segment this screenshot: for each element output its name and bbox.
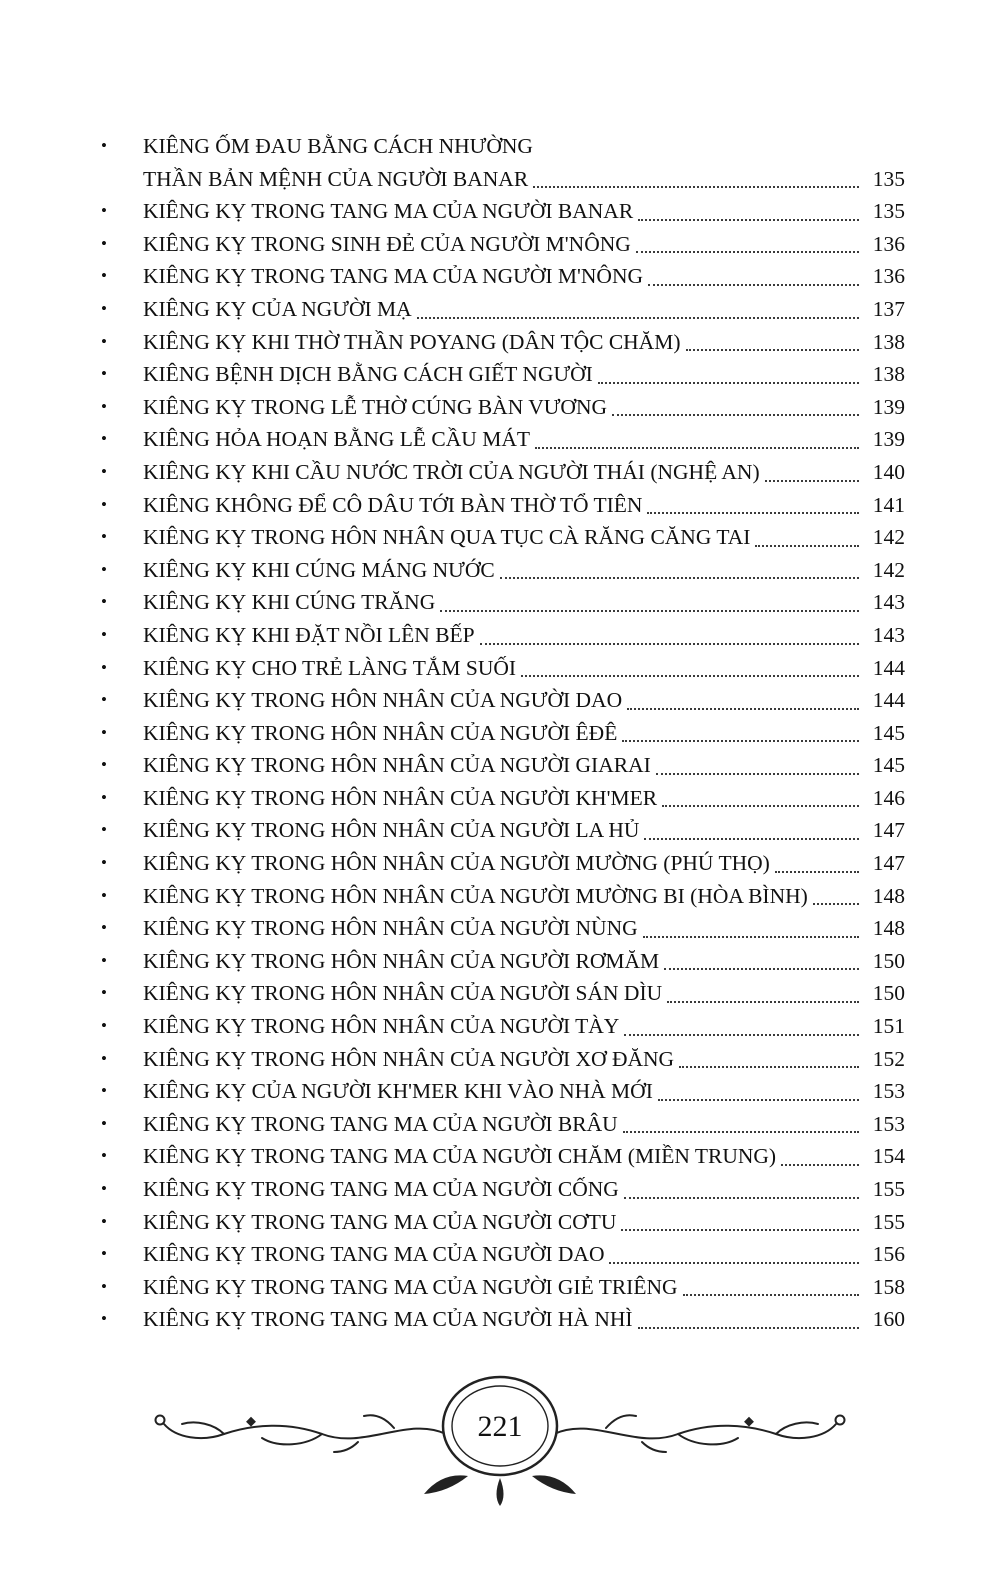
toc-entry-dotrow [143,1108,905,1141]
toc-entry-page: 147 [872,851,905,876]
dot-leader-icon [647,512,859,514]
dot-leader-icon [533,186,859,188]
toc-entry-body [143,1108,905,1141]
toc-entry[interactable] [95,1206,905,1239]
bullet-icon: • [101,983,107,1003]
toc-entry-dotrow [143,293,905,326]
toc-entry-dotrow [143,652,905,685]
dot-leader-icon [664,968,859,970]
toc-entry[interactable] [95,1271,905,1304]
toc-entry[interactable] [95,293,905,326]
dot-leader-icon [638,219,859,221]
toc-entry-dotrow [143,619,905,652]
toc-entry-dotrow [143,489,905,522]
dot-leader-icon [621,1229,859,1231]
toc-entry[interactable] [95,391,905,424]
toc-entry-dotrow [143,423,905,456]
toc-entry[interactable] [95,619,905,652]
toc-entry-title: KIÊNG KỴ CỦA NGƯỜI KH'MER KHI VÀO NHÀ MỚI [143,1079,653,1104]
bullet-icon: • [101,657,107,677]
bullet-icon: • [101,592,107,612]
bullet-icon: • [101,233,107,253]
toc-entry-page: 160 [872,1307,905,1332]
toc-entry-body [143,358,905,391]
toc-entry-page: 146 [872,785,905,810]
toc-entry-page: 148 [872,883,905,908]
toc-entry-title: KIÊNG KỴ TRONG HÔN NHÂN CỦA NGƯỜI MƯỜNG (PHÚ THỌ) [143,851,770,876]
toc-entry-body [143,1140,905,1173]
bullet-icon: • [101,298,107,318]
toc-entry-body [143,1173,905,1206]
toc-entry-title: KIÊNG KỴ CHO TRẺ LÀNG TẮM SUỐI [143,655,517,680]
toc-entry-body [143,456,905,489]
bullet-icon: • [101,1211,107,1231]
toc-entry-body [143,521,905,554]
dot-leader-icon [624,1197,859,1199]
toc-entry-page: 155 [872,1209,905,1234]
toc-entry[interactable] [95,1075,905,1108]
bullet-icon: • [101,461,107,481]
toc-entry-title: KIÊNG KỴ TRONG TANG MA CỦA NGƯỜI HÀ NHÌ [143,1307,633,1332]
toc-entry-page: 137 [872,296,905,321]
bullet-icon: • [101,136,107,155]
toc-entry[interactable] [95,195,905,228]
toc-entry-body [143,554,905,587]
toc-entry-dotrow [143,326,905,359]
dot-leader-icon [480,643,859,645]
toc-entry-body [143,489,905,522]
dot-leader-icon [667,1001,859,1003]
toc-entry-title: KIÊNG KỴ TRONG HÔN NHÂN CỦA NGƯỜI RƠMĂM [143,948,660,973]
dot-leader-icon [627,708,859,710]
toc-entry-title: KIÊNG BỆNH DỊCH BẰNG CÁCH GIẾT NGƯỜI [143,362,593,387]
toc-entry-page: 155 [872,1177,905,1201]
bullet-icon: • [101,722,107,742]
page-footer [95,1362,905,1512]
dot-leader-icon [535,447,859,449]
toc-entry-dotrow [143,1303,905,1336]
toc-entry-title: KIÊNG KHÔNG ĐỂ CÔ DÂU TỚI BÀN THỜ TỔ TIÊN [143,492,643,517]
toc-entry-body [143,228,905,261]
bullet-icon: • [101,396,107,416]
toc-entry[interactable] [95,977,905,1010]
bullet-icon: • [101,755,107,775]
toc-entry-body [143,326,905,359]
bullet-icon: • [101,1146,107,1166]
toc-entry-body [143,977,905,1010]
toc-entry-dotrow [143,456,905,489]
toc-entry[interactable] [95,586,905,619]
bullet-icon: • [101,1113,107,1133]
toc-entry[interactable] [95,521,905,554]
toc-entry-body [143,1043,905,1076]
toc-entry-page: 154 [872,1144,905,1169]
dot-leader-icon [656,773,859,775]
toc-entry-body [143,814,905,847]
bullet-icon: • [101,266,107,286]
toc-entry-dotrow [143,945,905,978]
bullet-icon: • [101,853,107,873]
toc-entry-title: KIÊNG KỴ TRONG TANG MA CỦA NGƯỜI CƠTU [143,1209,617,1234]
toc-entry-title: KIÊNG KỴ KHI ĐẶT NỒI LÊN BẾP [143,622,475,647]
toc-entry[interactable] [95,260,905,293]
toc-entry-page: 152 [872,1046,905,1071]
toc-entry-body [143,945,905,978]
toc-entry-dotrow [143,1075,905,1108]
toc-entry-body [143,880,905,913]
bullet-icon: • [101,885,107,905]
toc-entry[interactable] [95,423,905,456]
toc-entry-dotrow [143,977,905,1010]
toc-entry-page: 136 [872,231,905,256]
toc-entry-page: 145 [872,720,905,745]
bullet-icon: • [101,1016,107,1036]
bullet-icon: • [101,559,107,579]
dot-leader-icon [440,610,859,612]
toc-entry-title: KIÊNG KỴ TRONG HÔN NHÂN CỦA NGƯỜI SÁN DÌU [143,981,663,1006]
toc-entry-title: KIÊNG HỎA HOẠN BẰNG LỄ CẦU MÁT [143,427,530,452]
toc-entry-page: 143 [872,622,905,647]
toc-entry-title: KIÊNG KỴ KHI THỜ THẦN POYANG (DÂN TỘC CHĂM) [143,329,681,354]
toc-entry-title: KIÊNG KỴ TRONG TANG MA CỦA NGƯỜI GIẺ TRIÊNG [143,1274,678,1299]
toc-entry-body [143,293,905,326]
toc-entry-dotrow [143,684,905,717]
toc-entry-title: KIÊNG KỴ TRONG HÔN NHÂN CỦA NGƯỜI NÙNG [143,916,638,941]
page-number: 221 [477,1409,523,1443]
dot-leader-icon [686,349,860,351]
toc-entry-title: KIÊNG KỴ KHI CẦU NƯỚC TRỜI CỦA NGƯỜI THÁI (NGHỆ AN) [143,459,760,484]
toc-entry-body [143,912,905,945]
bullet-icon: • [101,1244,107,1264]
toc-entry-body [143,586,905,619]
toc-entry[interactable] [95,1238,905,1271]
bullet-icon: • [101,624,107,644]
dot-leader-icon [781,1164,859,1166]
bullet-icon: • [101,494,107,514]
toc-entry[interactable] [95,326,905,359]
toc-entry-dotrow [143,554,905,587]
toc-entry-title: KIÊNG KỴ TRONG SINH ĐẺ CỦA NGƯỜI M'NÔNG [143,231,631,256]
bullet-icon: • [101,364,107,384]
toc-entry-page: 145 [872,753,905,778]
toc-entry-dotrow [143,1173,905,1206]
toc-entry-page: 150 [872,981,905,1006]
toc-entry-dotrow [143,814,905,847]
toc-entry[interactable] [95,749,905,782]
bullet-icon: • [101,1048,107,1068]
dot-leader-icon [643,936,859,938]
toc-entry-title: KIÊNG KỴ TRONG HÔN NHÂN CỦA NGƯỜI LA HỦ [143,818,640,843]
toc-entry[interactable] [95,684,905,717]
bullet-icon: • [101,1309,107,1329]
toc-entry-dotrow [143,163,905,196]
dot-leader-icon [644,838,859,840]
toc-entry[interactable] [95,814,905,847]
bullet-icon: • [101,1179,107,1198]
dot-leader-icon [521,675,859,677]
dot-leader-icon [598,382,859,384]
toc-entry-page: 147 [872,818,905,843]
toc-entry-dotrow [143,847,905,880]
toc-entry-title: KIÊNG KỴ TRONG HÔN NHÂN CỦA NGƯỜI TÀY [143,1014,620,1039]
bullet-icon: • [101,787,107,807]
toc-entry-body [143,195,905,228]
toc-entry-dotrow [143,1140,905,1173]
toc-entry-page: 138 [872,362,905,387]
toc-entry-page: 139 [872,394,905,419]
toc-entry-dotrow [143,521,905,554]
toc-entry-page: 142 [872,557,905,582]
toc-entry-dotrow [143,228,905,261]
toc-entry-title: KIÊNG KỴ TRONG TANG MA CỦA NGƯỜI M'NÔNG [143,264,644,289]
toc-entry[interactable] [95,358,905,391]
toc-entry-title: KIÊNG KỴ TRONG TANG MA CỦA NGƯỜI DAO [143,1242,605,1267]
toc-entry-page: 150 [872,948,905,973]
toc-entry-page: 141 [872,492,905,517]
toc-entry-page: 153 [872,1111,905,1136]
dot-leader-icon [679,1066,859,1068]
toc-entry-body [143,130,905,195]
toc-entry-body [143,1238,905,1271]
dot-leader-icon [622,740,859,742]
toc-entry[interactable] [95,782,905,815]
toc-entry-page: 138 [872,329,905,354]
dot-leader-icon [648,284,859,286]
toc-entry-dotrow [143,1271,905,1304]
toc-entry-body [143,684,905,717]
toc-entry-body [143,782,905,815]
toc-entry-page: 135 [872,166,905,191]
toc-entry-title: KIÊNG KỴ KHI CÚNG TRĂNG [143,590,436,615]
dot-leader-icon [813,903,859,905]
toc-entry-title: KIÊNG KỴ TRONG TANG MA CỦA NGƯỜI CHĂM (MIỀN TRUNG) [143,1144,777,1169]
bullet-icon: • [101,1081,107,1101]
toc-entry[interactable] [95,1303,905,1336]
toc-entry[interactable] [95,130,905,195]
toc-entry-dotrow [143,260,905,293]
dot-leader-icon [623,1131,859,1133]
toc-entry-body [143,619,905,652]
toc-entry-page: 135 [872,199,905,224]
toc-entry[interactable] [95,1043,905,1076]
toc-entry-dotrow [143,880,905,913]
toc-entry[interactable] [95,554,905,587]
toc-entry-body [143,749,905,782]
toc-list [95,130,905,1336]
dot-leader-icon [775,871,859,873]
toc-entry-page: 139 [872,427,905,452]
toc-entry[interactable] [95,912,905,945]
toc-entry[interactable] [95,1173,905,1206]
toc-entry-page: 151 [872,1014,905,1039]
toc-entry-dotrow [143,1206,905,1239]
toc-entry-title: KIÊNG KỴ TRONG TANG MA CỦA NGƯỜI CỐNG [143,1177,619,1201]
toc-entry-dotrow [143,358,905,391]
toc-entry-dotrow [143,912,905,945]
toc-entry-page: 156 [872,1242,905,1267]
toc-entry-body [143,391,905,424]
dot-leader-icon [612,414,859,416]
toc-entry-page: 148 [872,916,905,941]
toc-entry-title: KIÊNG KỴ TRONG HÔN NHÂN CỦA NGƯỜI KH'MER [143,785,658,810]
toc-entry-page: 153 [872,1079,905,1104]
toc-entry-dotrow [143,782,905,815]
toc-entry-page: 140 [872,459,905,484]
toc-entry-title: KIÊNG KỴ TRONG TANG MA CỦA NGƯỜI BANAR [143,199,634,224]
toc-entry-title: KIÊNG KỴ TRONG TANG MA CỦA NGƯỜI BRÂU [143,1111,618,1136]
toc-entry[interactable] [95,1010,905,1043]
toc-entry-body [143,847,905,880]
toc-entry-title: KIÊNG KỴ TRONG HÔN NHÂN CỦA NGƯỜI XƠ ĐĂNG [143,1046,675,1071]
toc-entry-dotrow [143,717,905,750]
toc-entry-page: 144 [872,688,905,713]
dot-leader-icon [417,317,859,319]
toc-entry-body [143,1206,905,1239]
footer-ornament [140,1362,860,1512]
toc-entry-page: 144 [872,655,905,680]
toc-entry[interactable] [95,456,905,489]
dot-leader-icon [609,1262,859,1264]
toc-entry-title: KIÊNG KỴ KHI CÚNG MÁNG NƯỚC [143,557,495,582]
bullet-icon: • [101,820,107,840]
toc-entry-title: KIÊNG KỴ TRONG HÔN NHÂN QUA TỤC CÀ RĂNG CĂNG TAI [143,525,751,550]
toc-entry-body [143,423,905,456]
toc-entry-dotrow [143,1043,905,1076]
toc-entry-body [143,1010,905,1043]
bullet-icon: • [101,429,107,449]
toc-entry[interactable] [95,945,905,978]
toc-entry-title: KIÊNG KỴ TRONG HÔN NHÂN CỦA NGƯỜI MƯỜNG BI (HÒA BÌNH) [143,883,808,908]
toc-entry-body [143,1303,905,1336]
toc-entry-title-line1: KIÊNG ỐM ĐAU BẰNG CÁCH NHƯỜNG [143,134,533,158]
bullet-icon: • [101,527,107,547]
toc-entry[interactable] [95,1140,905,1173]
dot-leader-icon [662,805,859,807]
toc-entry-body [143,652,905,685]
toc-entry[interactable] [95,652,905,685]
toc-entry-title: KIÊNG KỴ TRONG HÔN NHÂN CỦA NGƯỜI DAO [143,688,623,713]
bullet-icon: • [101,201,107,221]
toc-entry-dotrow [143,586,905,619]
toc-entry[interactable] [95,880,905,913]
toc-entry-dotrow [143,391,905,424]
toc-entry-title: KIÊNG KỴ TRONG HÔN NHÂN CỦA NGƯỜI GIARAI [143,753,651,778]
dot-leader-icon [683,1294,859,1296]
dot-leader-icon [765,480,859,482]
toc-entry[interactable] [95,717,905,750]
toc-entry[interactable] [95,489,905,522]
bullet-icon: • [101,918,107,938]
dot-leader-icon [624,1034,859,1036]
toc-entry-body [143,1271,905,1304]
toc-entry-page: 142 [872,525,905,550]
toc-entry-body [143,1075,905,1108]
toc-entry-body [143,260,905,293]
dot-leader-icon [500,577,859,579]
toc-entry-page: 136 [872,264,905,289]
bullet-icon: • [101,1276,107,1296]
toc-entry-title: KIÊNG KỴ CỦA NGƯỜI MẠ [143,296,412,321]
toc-entry-dotrow [143,1238,905,1271]
toc-entry-dotrow [143,749,905,782]
dot-leader-icon [636,251,859,253]
toc-entry[interactable] [95,847,905,880]
toc-entry-dotrow [143,195,905,228]
toc-entry-page: 158 [872,1274,905,1299]
bullet-icon: • [101,331,107,351]
bullet-icon: • [101,950,107,970]
toc-entry-dotrow [143,1010,905,1043]
toc-entry-title: KIÊNG KỴ TRONG HÔN NHÂN CỦA NGƯỜI ÊĐÊ [143,720,618,745]
toc-entry-title: KIÊNG KỴ TRONG LỄ THỜ CÚNG BÀN VƯƠNG [143,394,607,419]
dot-leader-icon [658,1099,859,1101]
dot-leader-icon [638,1327,859,1329]
toc-entry-title: THẦN BẢN MỆNH CỦA NGƯỜI BANAR [143,166,529,191]
toc-entry[interactable] [95,1108,905,1141]
toc-entry-page: 143 [872,590,905,615]
dot-leader-icon [755,545,859,547]
toc-entry-body [143,717,905,750]
bullet-icon: • [101,690,107,710]
toc-entry[interactable] [95,228,905,261]
